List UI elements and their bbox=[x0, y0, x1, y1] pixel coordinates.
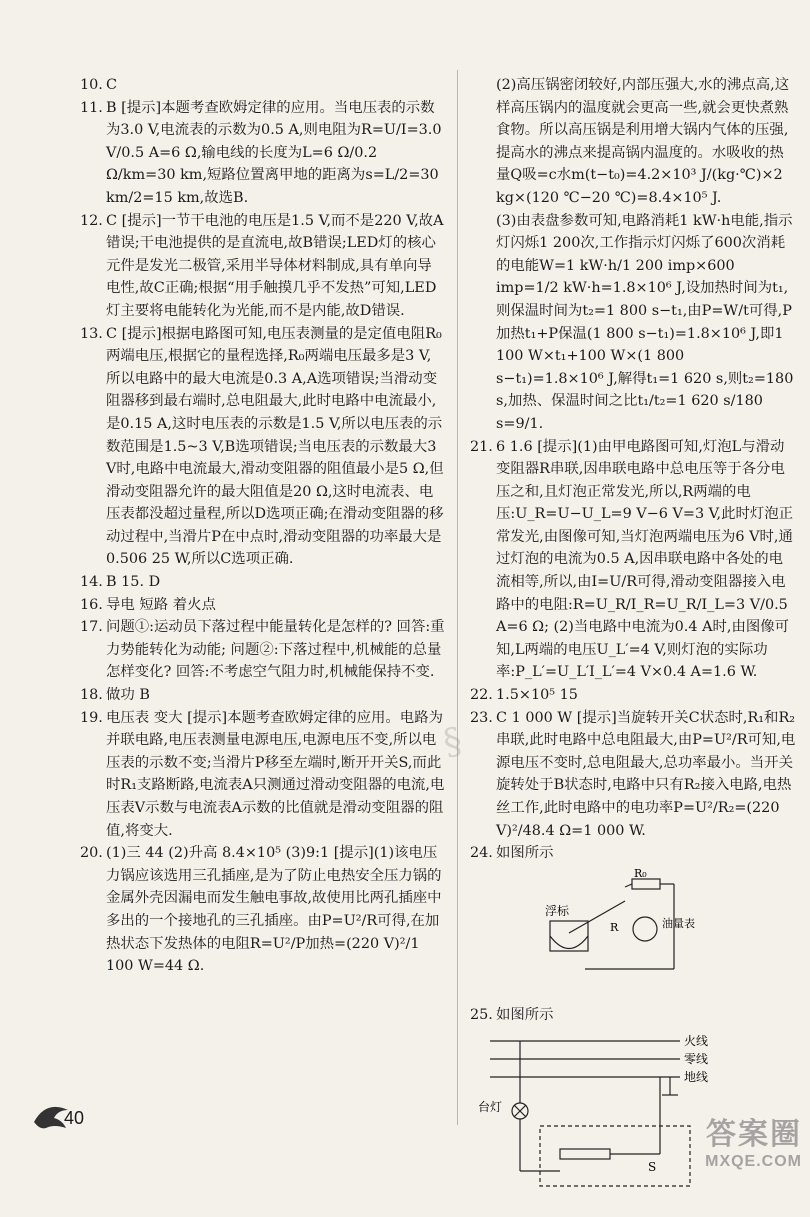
answer-item: 17. 问题①:运动员下落过程中能量转化是怎样的? 回答:重力势能转化为动能; 问题②:下落过程中,机械能的总量怎样变化? 回答:不考虑空气阻力时,机械能保持不变. bbox=[80, 619, 445, 681]
answer-item: 14. B 15. D bbox=[80, 574, 161, 591]
household-circuit bbox=[470, 1031, 730, 1201]
lamp-label: 台灯 bbox=[478, 1099, 503, 1114]
answer-item: 22. 1.5×10⁵ 15 bbox=[470, 687, 578, 704]
live-wire-label: 火线 bbox=[684, 1033, 709, 1048]
right-column bbox=[470, 74, 796, 1217]
answer-item: 10. C bbox=[80, 77, 118, 93]
page-number: 40 bbox=[64, 1108, 85, 1128]
background-watermark: § bbox=[440, 720, 465, 764]
site-watermark: 答案圈 MXQE.COM bbox=[705, 1118, 802, 1170]
answer-item: 24. 如图所示 bbox=[470, 845, 554, 862]
float-label: 浮标 bbox=[545, 903, 570, 918]
answer-item: 11. B [提示]本题考查欧姆定律的应用。当电压表的示数为3.0 V,电流表的示数为0.5 A,则电阻为R=U/I=3.0 V/0.5 A=6 Ω,输电线的长度为L=6 Ω/0.2 Ω/km=30 km,短路位置离甲地的距离为s=L/2=30 km/2=15 km,故选B. bbox=[80, 99, 442, 206]
r-label: R bbox=[610, 920, 619, 934]
meter-label: 油量表 bbox=[662, 916, 695, 930]
answer-item: 16. 导电 短路 着火点 bbox=[80, 596, 216, 613]
answer-item: 13. C [提示]根据电路图可知,电压表测量的是定值电阻R₀两端电压,根据它的量程选择,R₀两端电压最多是3 V,所以电路中的最大电流是0.3 A,A选项错误;当滑动变阻器移到最右端时,总电阻最大,此时电路中电流最小,是0.15 A,这时电压表的示数是1.5 V,所以电压表的示数范围是1.5~3 V,B选项错误;当电压表的示数最大3 V时,电路中电流最大,滑动变阻器的阻值最小是5 Ω,但滑动变阻器允许的最大阻值是20 Ω,这时电流表、电压表都没超过量程,所以D选项正确;在滑动变阻器的移动过程中,当滑片P在中点时,滑动变阻器的功率最大是0.506 25 W,所以C选项正确. bbox=[80, 325, 444, 568]
r0-label: R₀ bbox=[634, 866, 647, 880]
ground-wire-label: 地线 bbox=[684, 1069, 709, 1084]
answer-item: 19. 电压表 变大 [提示]本题考查欧姆定律的应用。电路为并联电路,电压表测量电源电压,电源电压不变,所以电压表的示数不变;当滑片P移至左端时,断开开关S,而此时R₁支路断路,电流表A只测通过滑动变阻器的电流,电压表V示数与电流表A示数的比值就是滑动变阻器的阻值,将变大. bbox=[80, 709, 445, 839]
switch-label: S bbox=[648, 1159, 657, 1174]
column-divider bbox=[457, 70, 458, 1125]
answer-item: 20. (1)三 44 (2)升高 8.4×10⁵ (3)9:1 [提示](1)该电压力锅应该选用三孔插座,是为了防止电热安全压力锅的金属外壳因漏电而发生触电事故,故使用比两孔插座中多出的一个接地孔的三孔插座。由P=U²/R可得,在加热状态下发热体的电阻R=U²/P加热=(220 V)²/1 100 W=44 Ω. bbox=[80, 845, 442, 975]
answer-item: (2)高压锅密闭较好,内部压强大,水的沸点高,这样高压锅内的温度就会更高一些,就会更快煮熟食物。所以高压锅是利用增大锅内气体的压强,提高水的沸点来提高锅内温度的。水吸收的热量Q吸=c水m(t−t₀)=4.2×10³ J/(kg·℃)×2 kg×(120 ℃−20 ℃)=8.4×10⁵ J. bbox=[496, 77, 790, 206]
oil-gauge-circuit bbox=[470, 866, 695, 989]
left-column bbox=[80, 74, 445, 978]
answer-item: 25. 如图所示 bbox=[470, 1007, 554, 1024]
figure-24 bbox=[470, 866, 796, 997]
answer-item: 12. C [提示]一节干电池的电压是1.5 V,而不是220 V,故A错误;干电池提供的是直流电,故B错误;LED灯的核心元件是发光二极管,采用半导体材料制成,具有单向导电性,故C正确;根据“用手触摸几乎不发热”可知,LED灯主要将电能转化为光能,而不是内能,故D错误. bbox=[80, 212, 444, 319]
neutral-wire-label: 零线 bbox=[684, 1051, 709, 1066]
answer-item: 23. C 1 000 W [提示]当旋转开关C状态时,R₁和R₂串联,此时电路中总电阻最大,由P=U²/R可知,电源电压不变时,总电阻最大,总功率最小。当开关旋转处于B状态时,电路中只有R₂接入电路,电热丝工作,此时电路中的电功率P=U²/R₂=(220 V)²/48.4 Ω=1 000 W. bbox=[470, 709, 796, 839]
answer-item: (3)由表盘参数可知,电路消耗1 kW·h电能,指示灯闪烁1 200次,工作指示灯闪烁了600次消耗的电能W=1 kW·h/1 200 imp×600 imp=1/2 kW·h=1.8×10⁶ J,设加热时间为t₁,则保温时间为t₂=1 800 s−t₁,由P=W/t可得,P加热t₁+P保温(1 800 s−t₁)=1.8×10⁶ J,即1 100 W×t₁+100 W×(1 800 s−t₁)=1.8×10⁶ J,解得t₁=1 620 s,则t₂=180 s,加热、保温时间之比t₁/t₂=1 620 s/180 s=9/1. bbox=[496, 212, 794, 432]
answer-item: 21. 6 1.6 [提示](1)由甲电路图可知,灯泡L与滑动变阻器R串联,因串联电路中总电压等于各分电压之和,且灯泡正常发光,所以,R两端的电压:U_R=U−U_L=9 V−6 V=3 V,此时灯泡正常发光,由图像可知,当灯泡两端电压为6 V时,通过灯泡的电流为0.5 A,因串联电路中各处的电流相等,所以,由I=U/R可得,滑动变阻器接入电路中的电阻:R=U_R/I_R=U_R/I_L=3 V/0.5 A=6 Ω; (2)当电路中电流为0.4 A时,由图像可知,L两端的电压U_L′=4 V,则灯泡的实际功率:P_L′=U_L′I_L′=4 V×0.4 A=1.6 W. bbox=[470, 438, 794, 681]
answer-item: 18. 做功 B bbox=[80, 687, 150, 704]
